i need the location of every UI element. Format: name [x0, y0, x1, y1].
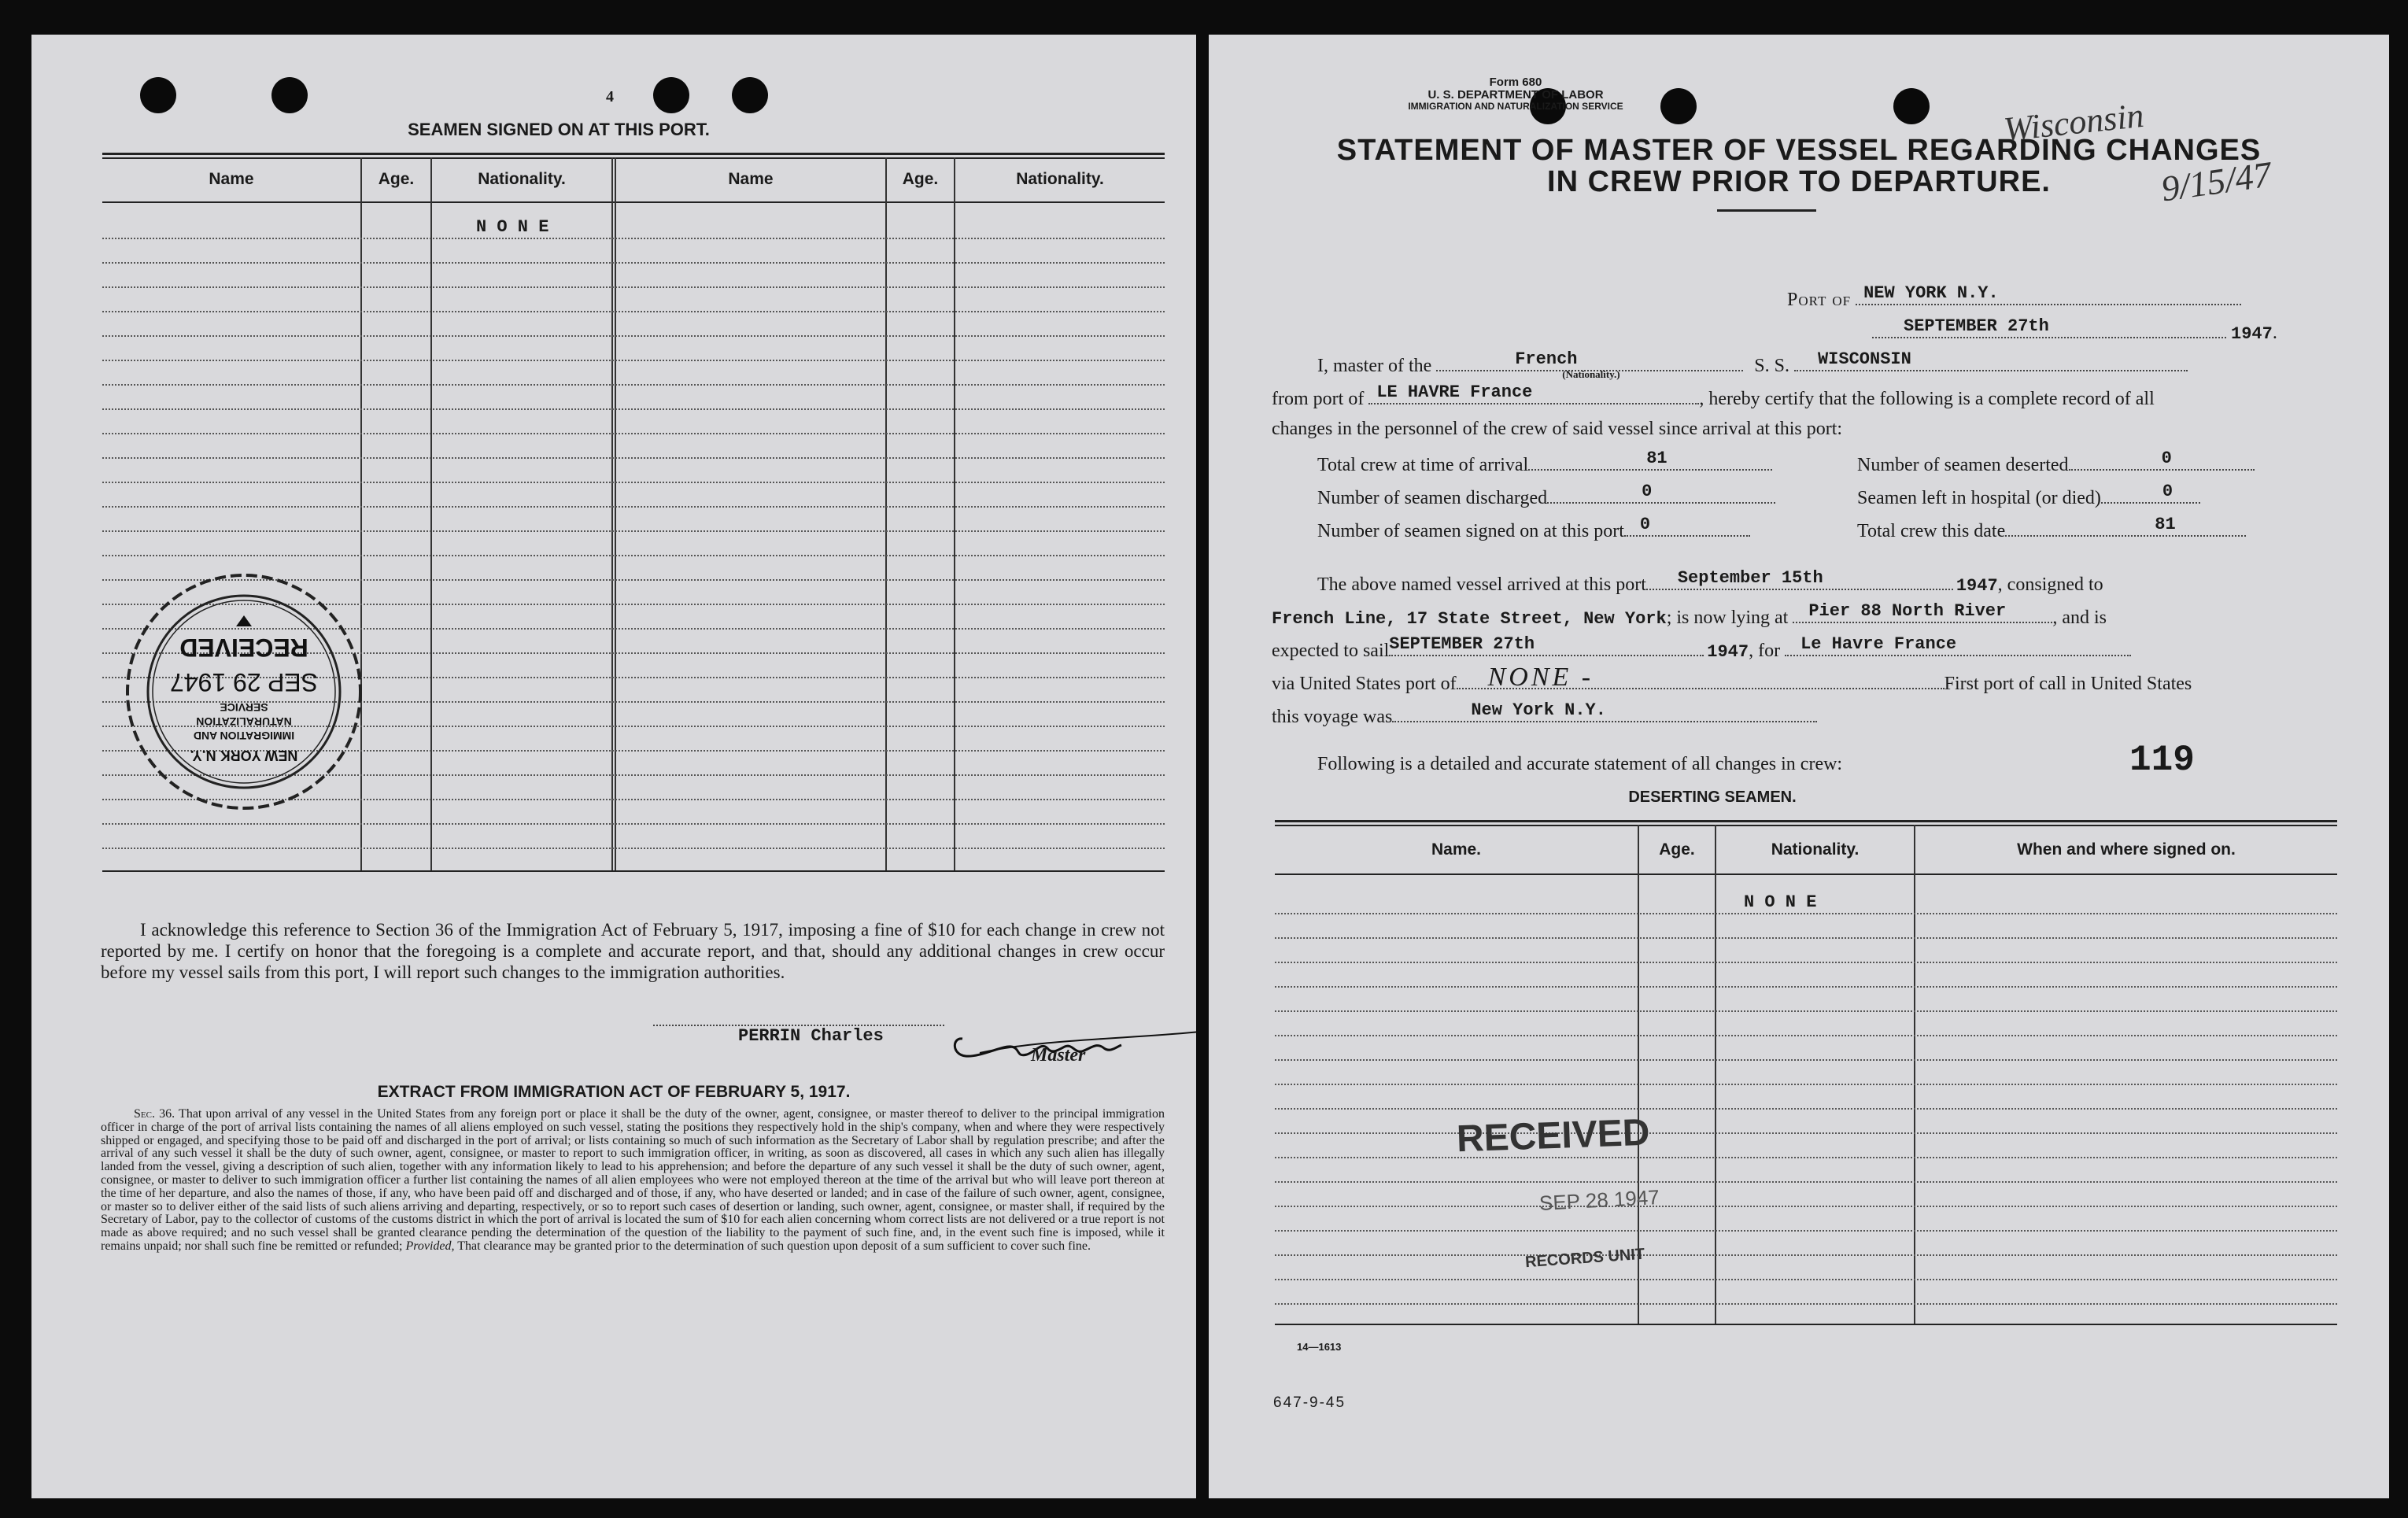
- master-of-field: [1317, 349, 2188, 380]
- dotted-row: [1275, 1059, 2337, 1061]
- handwritten-number: 119: [2129, 740, 2195, 781]
- dotted-row: [1275, 1181, 2337, 1183]
- page-number: 4: [606, 88, 614, 105]
- desert-col-signed-on: When and where signed on.: [2017, 840, 2236, 859]
- dotted-row: [102, 482, 1165, 483]
- master-label: Master: [1031, 1045, 1086, 1066]
- dotted-row: [102, 238, 1165, 239]
- form-code: 14—1613: [1297, 1341, 1342, 1353]
- form-title-line1: STATEMENT OF MASTER OF VESSEL REGARDING CHANGES: [1336, 134, 2262, 167]
- print-code: 647-9-45: [1273, 1394, 1346, 1411]
- dotted-row: [1275, 1010, 2337, 1012]
- dotted-row: [102, 433, 1165, 434]
- dotted-row: [102, 555, 1165, 556]
- received-stamp-circle: [122, 570, 366, 814]
- svg-text:IMMIGRATION AND: IMMIGRATION AND: [193, 729, 295, 742]
- desert-col-nationality: Nationality.: [1771, 840, 1860, 859]
- nationality-value: French: [1515, 349, 1578, 369]
- proviso-label: Provided,: [405, 1239, 455, 1253]
- expected-field: expected to sail SEPTEMBER 27th 1947, for Le Havre France: [1272, 637, 2131, 662]
- extract-title: EXTRACT FROM IMMIGRATION ACT OF FEBRUARY 5, 1917.: [377, 1083, 851, 1101]
- date-field: SEPTEMBER 27th 1947.: [1872, 319, 2277, 344]
- dotted-row: [1275, 1206, 2337, 1207]
- stamp-city: NEW YORK N.Y.: [190, 748, 298, 763]
- col-nationality: Nationality.: [478, 170, 566, 188]
- sail-date: SEPTEMBER 27th: [1389, 634, 1535, 654]
- punch-hole: [653, 77, 689, 113]
- from-port-field: [1272, 382, 2155, 410]
- stat-hospital-value: 0: [2162, 482, 2173, 501]
- dotted-row: [1275, 913, 2337, 914]
- punch-hole: [140, 77, 176, 113]
- nationality-caption: (Nationality.): [1562, 368, 1620, 380]
- via-field: via United States port of NONE - First port of call in United States: [1272, 663, 2192, 694]
- extract-tail: That clearance may be granted prior to the determination of such question upon deposit of a sum sufficient to cover such fine.: [457, 1239, 1091, 1253]
- dotted-row: [1275, 937, 2337, 939]
- form-title-line2: IN CREW PRIOR TO DEPARTURE.: [1547, 165, 2051, 198]
- date-year: 1947: [2231, 324, 2273, 344]
- first-port-value: New York N.Y.: [1471, 700, 1606, 720]
- dotted-row: [102, 335, 1165, 337]
- stat-hospital: Seamen left in hospital (or died) 0: [1857, 485, 2200, 509]
- col-age: Age.: [378, 170, 415, 188]
- following-text: Following is a detailed and accurate statement of all changes in crew:: [1317, 754, 1843, 774]
- stat-signed-on-value: 0: [1639, 515, 1651, 534]
- handwritten-date: 9/15/47: [2159, 153, 2274, 209]
- dotted-row: [1275, 1132, 2337, 1134]
- dotted-row: [102, 823, 1165, 825]
- punch-hole: [1893, 88, 1930, 124]
- port-of-field: [1787, 283, 2241, 311]
- dotted-row: [102, 262, 1165, 264]
- dotted-row: [1275, 962, 2337, 963]
- dotted-row: [102, 530, 1165, 532]
- arrived-year: 1947: [1956, 576, 1998, 596]
- col-name-2: Name: [728, 170, 774, 188]
- acknowledgment-text: I acknowledge this reference to Section 36 of the Immigration Act of February 5, 1917, imposing a fine of $10 for each change in crew not reported by me. I certify on honor that the foregoing is a complete and accurate report, and that, should any additional changes in crew occur before my vessel sails from this port, I will report such changes to the immigration authorities.: [101, 920, 1165, 982]
- seamen-signed-title: SEAMEN SIGNED ON AT THIS PORT.: [408, 120, 710, 139]
- records-unit: RECORDS UNIT: [1524, 1245, 1645, 1272]
- dotted-row: [1275, 1035, 2337, 1036]
- stat-deserted-value: 0: [2161, 449, 2172, 468]
- title-underline: [1717, 209, 1816, 212]
- dotted-row: [1275, 1303, 2337, 1305]
- sail-year: 1947: [1707, 642, 1749, 662]
- desert-none-entry: N O N E: [1744, 892, 1817, 912]
- desert-col-name: Name.: [1431, 840, 1482, 859]
- dotted-row: [102, 311, 1165, 312]
- svg-text:SERVICE: SERVICE: [220, 701, 268, 714]
- left-page: [31, 35, 1196, 1498]
- certify-text: , hereby certify that the following is a complete record of all: [1699, 389, 2155, 409]
- received-stamp: RECEIVED: [1456, 1111, 1651, 1161]
- dotted-row: [102, 506, 1165, 508]
- via-value: NONE -: [1487, 663, 1594, 692]
- dotted-row: [102, 408, 1165, 410]
- destination-value: Le Havre France: [1800, 634, 1957, 654]
- dotted-row: [1275, 1279, 2337, 1280]
- deserting-title: DESERTING SEAMEN.: [1628, 789, 1797, 806]
- extract-text: [101, 1108, 1165, 1254]
- stat-discharged-value: 0: [1642, 482, 1653, 501]
- voyage-field: this voyage was New York N.Y.: [1272, 704, 1817, 728]
- stat-total-date-value: 81: [2155, 515, 2176, 534]
- port-of-value: NEW YORK N.Y.: [1863, 283, 1999, 303]
- svg-text:NATURALIZATION: NATURALIZATION: [196, 715, 292, 728]
- col-age-2: Age.: [902, 170, 939, 188]
- arrived-field: The above named vessel arrived at this port September 15th 1947, consigned to: [1317, 568, 2103, 596]
- extract-body: That upon arrival of any vessel in the United States from any foreign port or place it shall be the duty of the owner, agent, consignee, or master thereof to deliver to the principal immigration officer in charge of the port of arrival lists containing the names of all aliens employed on such vessel, stating the positions they respectively hold in the ship's company, when and where they were respectively shipped or engaged, and specifying those to be paid off and discharged in the port of arrival; or lists containing so much of such information as the Secretary of Labor shall by regulation prescribe; and after the arrival of any such vessel it shall be the duty of such owner, agent, consignee, or master to report to such immigration officer, in writing, as soon as discovered, all cases in which any such alien has illegally landed from the vessel, giving a description of such alien, together with any information likely to lead to his apprehension; and before the departure of any such vessel it shall be the duty of such owner, agent, consignee, or master to deliver to such immigration officer a further list containing the names of all alien employees who were not employed thereon at the time of the arrival but who will leave port thereon at the time of her departure, and also the names of those, if any, who have been paid off and discharged and of those, if any, who have deserted or landed; and in case of the failure of such owner, agent, consignee, or master so to deliver either of the said lists of such aliens arriving and departing, respectively, or so to report such cases of desertion or landing, such owner, agent, consignee, or master shall, if required by the Secretary of Labor, pay to the collector of customs of the customs district in which the port of arrival is located the sum of $10 for each alien concerning whom correct lists are not delivered or a true report is not made as above required; and no such vessel shall be granted clearance pending the determination of the question of the liability to the payment of such fine, and, in the event such fine is imposed, while it remains unpaid; nor shall such fine be remitted or refunded;: [101, 1107, 1165, 1253]
- date-value: SEPTEMBER 27th: [1904, 316, 2049, 336]
- none-entry: N O N E: [476, 217, 549, 237]
- dotted-row: [1275, 1230, 2337, 1232]
- dotted-row: [102, 457, 1165, 459]
- stat-deserted: Number of seamen deserted 0: [1857, 452, 2255, 476]
- consignee-field: French Line, 17 State Street, New York; is now lying at Pier 88 North River , and is: [1272, 601, 2107, 629]
- stat-total-arrival-value: 81: [1646, 449, 1668, 468]
- stamp-date: SEP 29 1947: [169, 668, 319, 696]
- arrived-date: September 15th: [1677, 568, 1823, 588]
- punch-hole: [271, 77, 308, 113]
- stat-total-date: Total crew this date 81: [1857, 518, 2246, 542]
- handwritten-ship-name: Wisconsin: [2001, 95, 2146, 150]
- desert-col-age: Age.: [1659, 840, 1695, 859]
- port-of-label: Port of: [1787, 290, 1852, 310]
- form-number: Form 680: [1489, 76, 1542, 89]
- master-of-label: I, master of the: [1317, 356, 1432, 376]
- sec-label: Sec. 36.: [134, 1107, 175, 1121]
- from-port-label: from port of: [1272, 389, 1365, 409]
- consignee-value: French Line, 17 State Street, New York: [1272, 609, 1667, 629]
- vessel-name: WISCONSIN: [1817, 349, 1911, 369]
- master-name: PERRIN Charles: [738, 1026, 884, 1046]
- received-date: SEP 28 1947: [1538, 1185, 1660, 1215]
- service: IMMIGRATION AND NATURALIZATION SERVICE: [1408, 101, 1623, 112]
- changes-text: changes in the personnel of the crew of said vessel since arrival at this port:: [1272, 419, 1843, 439]
- dotted-row: [1275, 986, 2337, 988]
- dotted-row: [102, 384, 1165, 386]
- punch-hole: [732, 77, 768, 113]
- lying-at-value: Pier 88 North River: [1808, 601, 2007, 621]
- ss-label: S. S.: [1754, 356, 1789, 376]
- dotted-row: [102, 848, 1165, 849]
- stat-signed-on: Number of seamen signed on at this port 0: [1317, 518, 1750, 542]
- from-port-value: LE HAVRE France: [1376, 382, 1533, 402]
- right-page: [1209, 35, 2389, 1498]
- col-nationality-2: Nationality.: [1016, 170, 1104, 188]
- dotted-row: [1275, 1157, 2337, 1158]
- stamp-received: RECEIVED: [179, 633, 308, 662]
- stat-discharged: Number of seamen discharged 0: [1317, 485, 1775, 509]
- dotted-row: [1275, 1108, 2337, 1110]
- dotted-row: [102, 360, 1165, 361]
- col-name: Name: [209, 170, 254, 188]
- dotted-row: [1275, 1254, 2337, 1256]
- dotted-row: [102, 286, 1165, 288]
- department: U. S. DEPARTMENT OF LABOR: [1427, 88, 1604, 102]
- dotted-row: [1275, 1084, 2337, 1085]
- stat-total-arrival: Total crew at time of arrival 81: [1317, 452, 1772, 476]
